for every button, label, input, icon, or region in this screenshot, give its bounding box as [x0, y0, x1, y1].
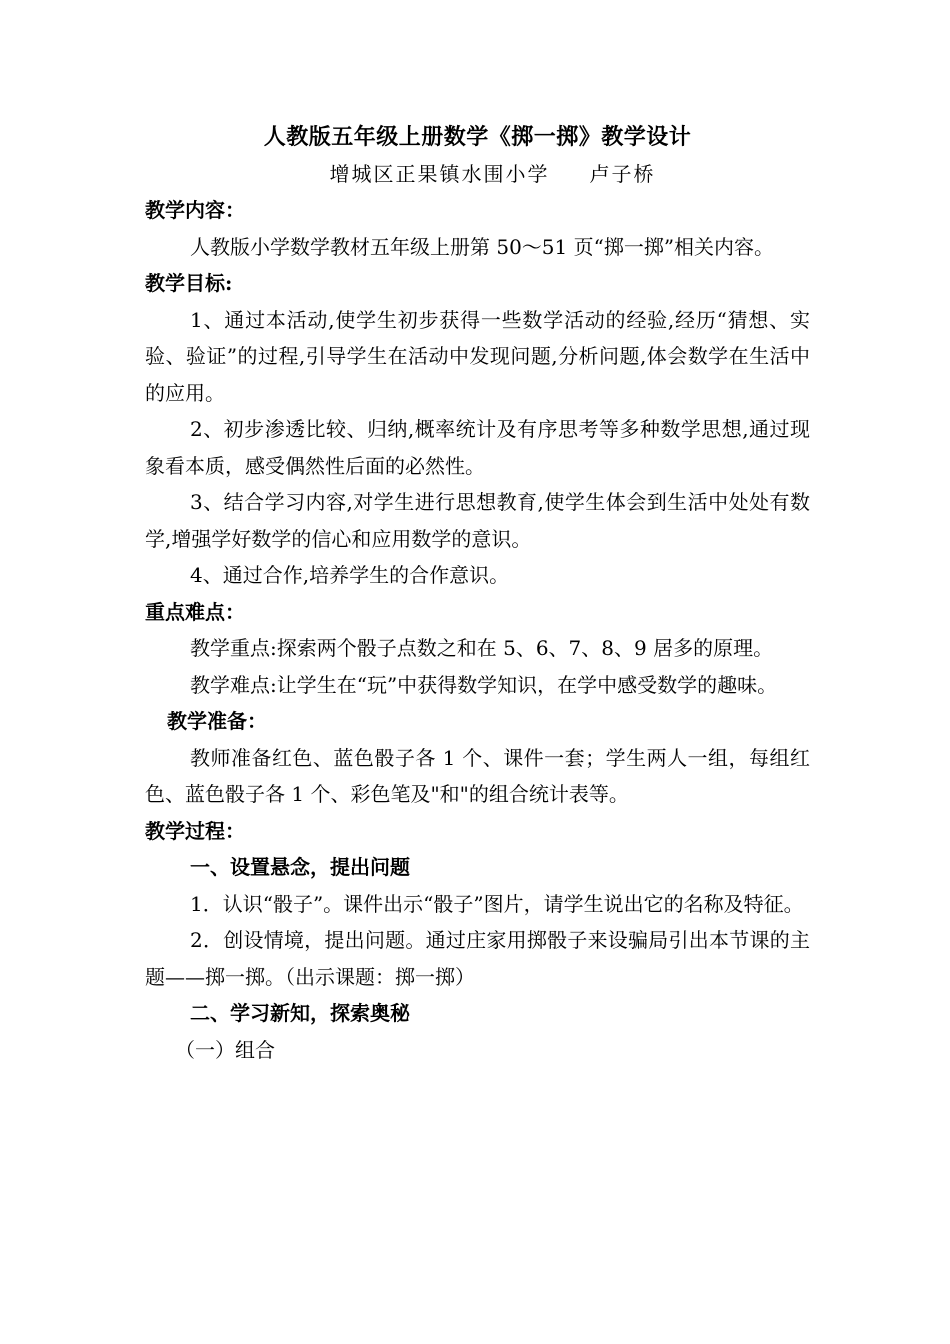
author-line	[145, 156, 810, 192]
goal-item-3: 3、结合学习内容,对学生进行思想教育,使学生体会到生活中处处有数学,增强学好数学的信心和应用数学的意识。	[145, 490, 810, 551]
process-part1-heading: 一、设置悬念，提出问题	[190, 855, 410, 879]
process-part2-sub: （一）组合	[175, 1037, 275, 1062]
goal-item-1: 1、通过本活动,使学生初步获得一些数学活动的经验,经历“猜想、实验、验证”的过程,引导学生在活动中发现问题,分析问题,体会数学在生活中的应用。	[145, 307, 810, 405]
content-text: 人教版小学数学教材五年级上册第 50～51 页“掷一掷”相关内容。	[190, 234, 775, 259]
goal-item-4: 4、通过合作,培养学生的合作意识。	[190, 563, 510, 587]
preparation-text: 教师准备红色、蓝色骰子各 1 个、课件一套；学生两人一组，每组红色、蓝色骰子各 1 个、彩色笔及"和"的组合统计表等。	[145, 745, 810, 806]
process-part2-heading: 二、学习新知，探索奥秘	[190, 1001, 410, 1025]
author-name: 卢子桥	[589, 162, 656, 186]
goals-heading: 教学目标:	[145, 271, 233, 295]
process-part1-item-1: 1．认识“骰子”。课件出示“骰子”图片，请学生说出它的名称及特征。	[190, 891, 804, 916]
document-page	[145, 118, 810, 1068]
content-heading: 教学内容：	[145, 198, 245, 222]
key-focus: 教学重点:探索两个骰子点数之和在 5、6、7、8、9 居多的原理。	[190, 636, 774, 660]
key-difficulty: 教学难点:让学生在“玩”中获得数学知识，在学中感受数学的趣味。	[190, 672, 778, 697]
process-part1-item-2: 2．创设情境，提出问题。通过庄家用掷骰子来设骗局引出本节课的主题——掷一掷。（出示课题：掷一掷）	[145, 928, 810, 989]
author-school: 增城区正果镇水围小学	[329, 162, 550, 186]
goal-item-2: 2、初步渗透比较、归纳,概率统计及有序思考等多种数学思想,通过现象看本质，感受偶然性后面的必然性。	[145, 417, 810, 478]
document-title: 人教版五年级上册数学《掷一掷》教学设计	[263, 124, 692, 150]
process-heading: 教学过程：	[145, 818, 245, 843]
preparation-heading: 教学准备：	[167, 709, 267, 733]
key-points-heading: 重点难点：	[145, 599, 245, 624]
